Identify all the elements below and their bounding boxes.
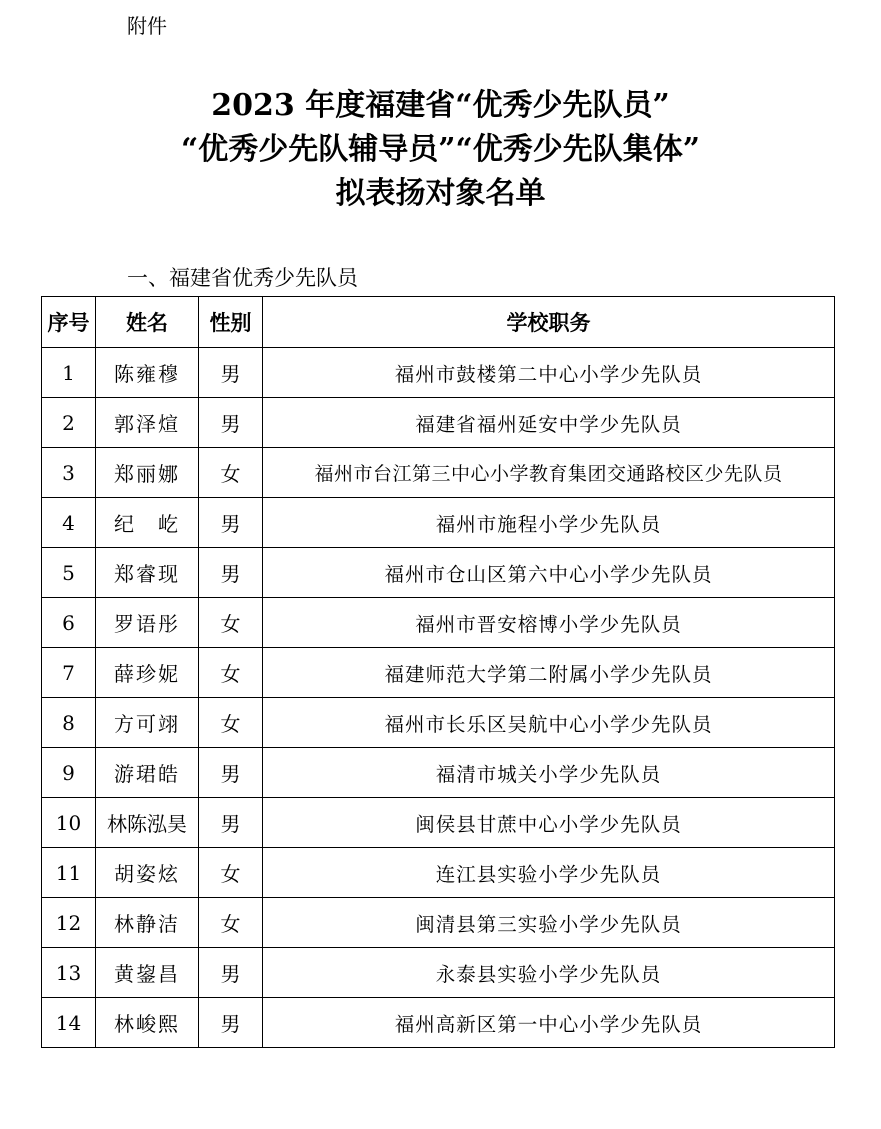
- cell-index: 6: [42, 598, 96, 648]
- cell-gender: 女: [199, 448, 263, 498]
- cell-name: 黄鋆昌: [96, 948, 199, 998]
- roster-table: [41, 296, 835, 1048]
- cell-gender: 男: [199, 798, 263, 848]
- table-header-row: [42, 297, 835, 348]
- cell-name: 陈雍穆: [96, 348, 199, 398]
- cell-school: 福州市晋安榕博小学少先队员: [263, 598, 835, 648]
- table-row: [42, 648, 835, 698]
- cell-name: 游珺皓: [96, 748, 199, 798]
- cell-school: 福州市仓山区第六中心小学少先队员: [263, 548, 835, 598]
- header-index: 序号: [42, 297, 96, 348]
- cell-school: 福州市台江第三中心小学教育集团交通路校区少先队员: [263, 448, 835, 498]
- cell-school: 闽清县第三实验小学少先队员: [263, 898, 835, 948]
- cell-school: 福建省福州延安中学少先队员: [263, 398, 835, 448]
- cell-index: 7: [42, 648, 96, 698]
- cell-school: 连江县实验小学少先队员: [263, 848, 835, 898]
- table-row: [42, 798, 835, 848]
- cell-name: 林峻熙: [96, 998, 199, 1048]
- cell-gender: 女: [199, 698, 263, 748]
- cell-name: 纪 屹: [96, 498, 199, 548]
- cell-gender: 男: [199, 398, 263, 448]
- cell-name: 郑丽娜: [96, 448, 199, 498]
- cell-name: 林陈泓昊: [96, 798, 199, 848]
- table-row: [42, 598, 835, 648]
- cell-name: 胡姿炫: [96, 848, 199, 898]
- cell-gender: 女: [199, 598, 263, 648]
- cell-school: 福建师范大学第二附属小学少先队员: [263, 648, 835, 698]
- table-row: [42, 848, 835, 898]
- header-name: 姓名: [96, 297, 199, 348]
- cell-index: 9: [42, 748, 96, 798]
- cell-school: 福州市长乐区吴航中心小学少先队员: [263, 698, 835, 748]
- document-title: [0, 84, 881, 216]
- cell-gender: 男: [199, 948, 263, 998]
- header-gender: 性别: [199, 297, 263, 348]
- cell-gender: 女: [199, 848, 263, 898]
- table-row: [42, 348, 835, 398]
- cell-school: 福州高新区第一中心小学少先队员: [263, 998, 835, 1048]
- cell-school: 闽侯县甘蔗中心小学少先队员: [263, 798, 835, 848]
- cell-gender: 女: [199, 648, 263, 698]
- table-row: [42, 698, 835, 748]
- cell-gender: 男: [199, 548, 263, 598]
- cell-index: 1: [42, 348, 96, 398]
- cell-index: 12: [42, 898, 96, 948]
- cell-index: 3: [42, 448, 96, 498]
- cell-gender: 男: [199, 748, 263, 798]
- cell-index: 14: [42, 998, 96, 1048]
- title-line-1: 2023 年度福建省“优秀少先队员”: [211, 88, 670, 123]
- cell-name: 郭泽煊: [96, 398, 199, 448]
- table-row: [42, 398, 835, 448]
- table-body: [42, 348, 835, 1048]
- cell-school: 福州市施程小学少先队员: [263, 498, 835, 548]
- cell-gender: 女: [199, 898, 263, 948]
- cell-index: 13: [42, 948, 96, 998]
- cell-index: 4: [42, 498, 96, 548]
- table-row: [42, 498, 835, 548]
- cell-gender: 男: [199, 998, 263, 1048]
- table-header: [42, 297, 835, 348]
- cell-gender: 男: [199, 498, 263, 548]
- cell-index: 8: [42, 698, 96, 748]
- table-row: [42, 898, 835, 948]
- table-row: [42, 998, 835, 1048]
- cell-school: 福州市鼓楼第二中心小学少先队员: [263, 348, 835, 398]
- table-row: [42, 948, 835, 998]
- title-line-3: 拟表扬对象名单: [335, 176, 546, 211]
- cell-name: 薛珍妮: [96, 648, 199, 698]
- table-row: [42, 548, 835, 598]
- cell-name: 罗语彤: [96, 598, 199, 648]
- cell-gender: 男: [199, 348, 263, 398]
- title-line-2: “优秀少先队辅导员”“优秀少先队集体”: [180, 132, 701, 167]
- cell-name: 林静洁: [96, 898, 199, 948]
- section-heading: 一、福建省优秀少先队员: [127, 266, 358, 290]
- attachment-label: 附件: [127, 14, 167, 38]
- cell-index: 11: [42, 848, 96, 898]
- cell-index: 5: [42, 548, 96, 598]
- table-row: [42, 448, 835, 498]
- cell-school: 永泰县实验小学少先队员: [263, 948, 835, 998]
- cell-index: 10: [42, 798, 96, 848]
- header-school: 学校职务: [263, 297, 835, 348]
- cell-name: 方可翊: [96, 698, 199, 748]
- cell-name: 郑睿现: [96, 548, 199, 598]
- table-row: [42, 748, 835, 798]
- cell-index: 2: [42, 398, 96, 448]
- cell-school: 福清市城关小学少先队员: [263, 748, 835, 798]
